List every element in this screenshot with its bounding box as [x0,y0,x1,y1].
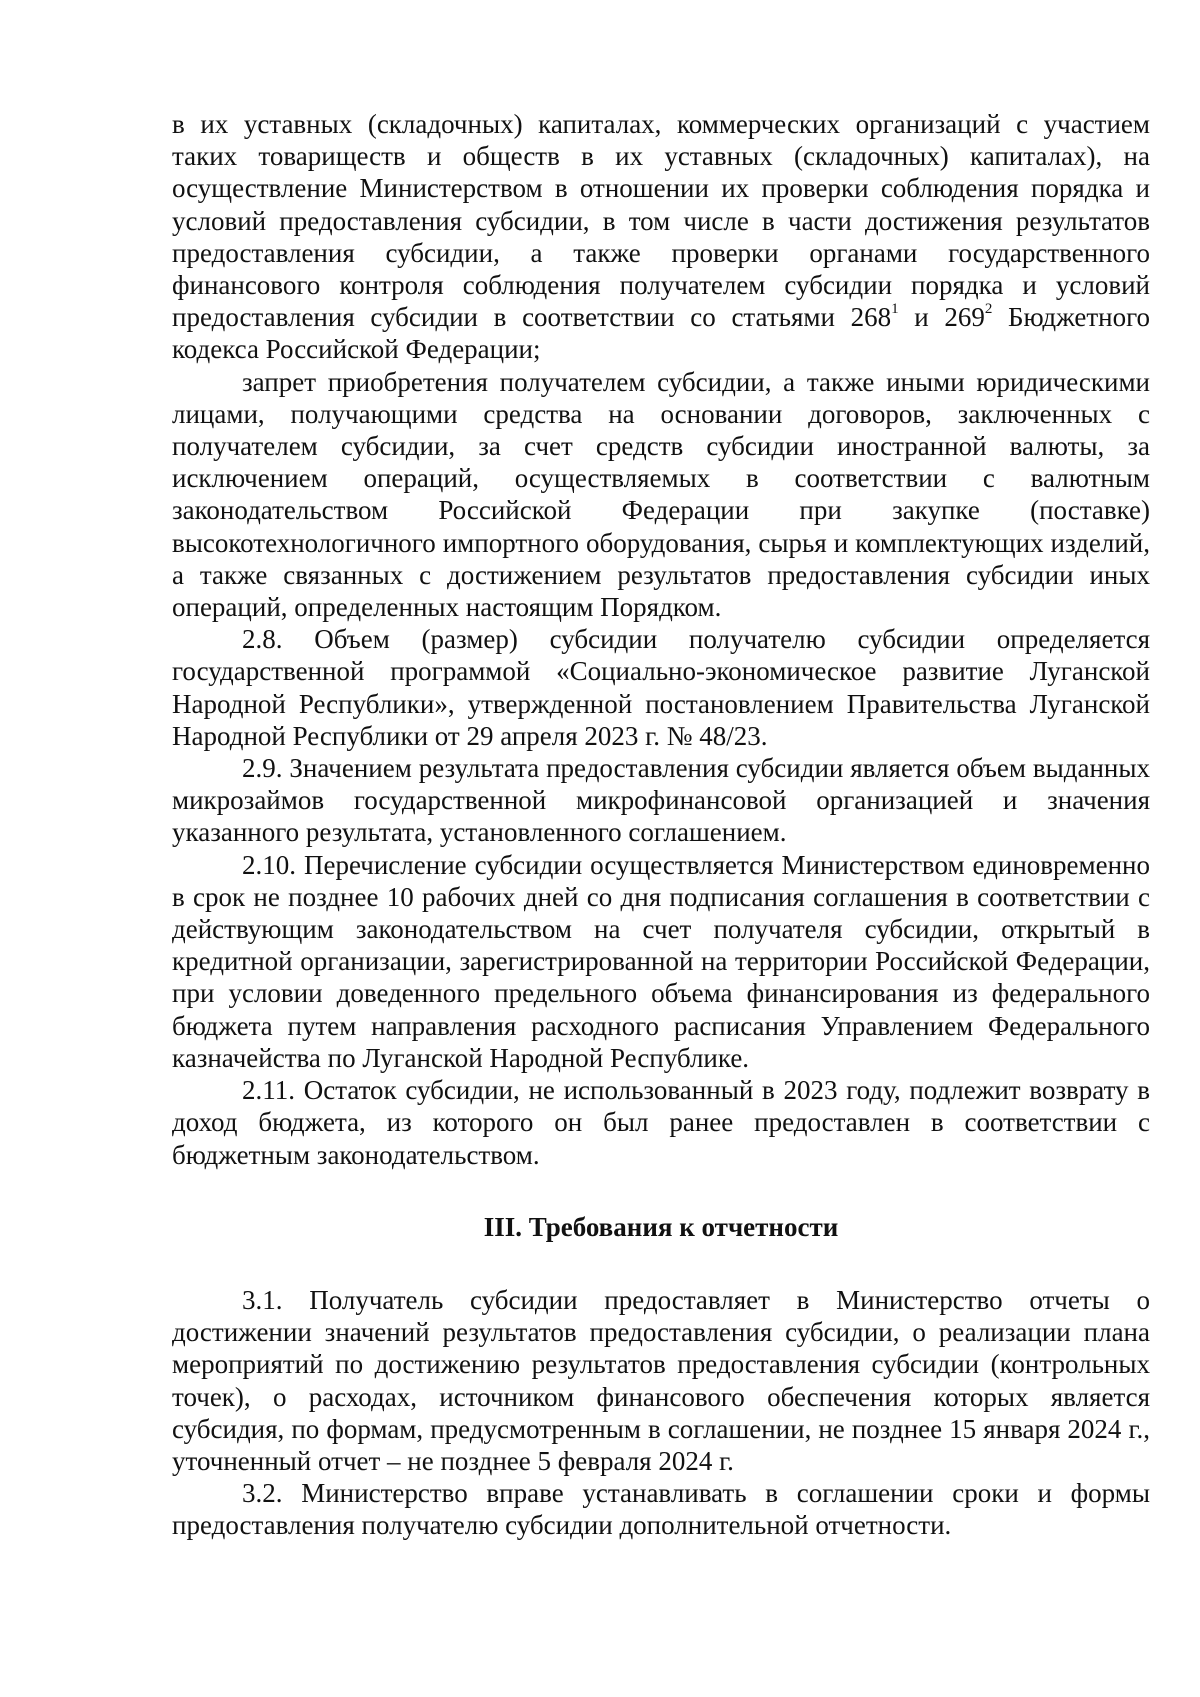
paragraph-3-1: 3.1. Получатель субсидии предоставляет в Министерство отчеты о достижении значений результатов предоставления субсидии, о реализации плана мероприятий по достижению результатов предоставления субсидии (контрольных точек), о расходах, источником финансового обеспечения которых является субсидия, по формам, предусмотренным в соглашении, не позднее 15 января 2024 г., уточненный отчет – не позднее 5 февраля 2024 г. [172,1284,1150,1476]
paragraph-3-2: 3.2. Министерство вправе устанавливать в соглашении сроки и формы предоставления получателю субсидии дополнительной отчетности. [172,1478,1150,1541]
document-page [172,108,1150,1542]
paragraph-text: Бюджетного кодекса Российской Федерации; [172,302,1150,365]
paragraph-2-11: 2.11. Остаток субсидии, не использованный в 2023 году, подлежит возврату в доход бюджета, из которого он был ранее предоставлен в соответствии с бюджетным законодательством. [172,1075,1150,1170]
paragraph-text: и 269 [898,302,985,333]
paragraph-2-10: 2.10. Перечисление субсидии осуществляется Министерством единовременно в срок не позднее 10 рабочих дней со дня подписания соглашения в соответствии с действующим законодательством на счет получателя субсидии, открытый в кредитной организации, зарегистрированной на территории Российской Федерации, при условии доведенного предельного объема финансирования из федерального бюджета путем направления расходного расписания Управлением Федерального казначейства по Луганской Народной Республике. [172,849,1150,1073]
paragraph-2-9: 2.9. Значением результата предоставления субсидии является объем выданных микрозаймов государственной микрофинансовой организацией и значения указанного результата, установленного соглашением. [172,753,1150,848]
section-title: III. Требования к отчетности [483,1211,839,1242]
paragraph-prohibition: запрет приобретения получателем субсидии, а также иными юридическими лицами, получающими средства на основании договоров, заключенных с получателем субсидии, за счет средств субсидии иностранной валюты, за исключением операций, осуществляемых в соответствии с валютным законодательством Российской Федерации при закупке (поставке) высокотехнологичного импортного оборудования, сырья и комплектующих изделий, а также связанных с достижением результатов предоставления субсидии иных операций, определенных настоящим Порядком. [172,366,1150,623]
superscript: 1 [891,301,899,318]
paragraph-continuation [172,108,1150,366]
paragraph-text: в их уставных (складочных) капиталах, коммерческих организаций с участием таких товариществ и обществ в их уставных (складочных) капиталах), на осуществление Министерством в отношении их проверки соблюдения порядка и условий предоставления субсидии, в том числе в части достижения результатов предоставления субсидии, а также проверки органами государственного финансового контроля соблюдения получателем субсидии порядка и условий предоставления субсидии в соответствии со статьями 268 [172,109,1150,333]
paragraph-2-8: 2.8. Объем (размер) субсидии получателю субсидии определяется государственной программой «Социально-экономическое развитие Луганской Народной Республики», утвержденной постановлением Правительства Луганской Народной Республики от 29 апреля 2023 г. № 48/23. [172,624,1150,751]
superscript: 2 [984,301,993,318]
